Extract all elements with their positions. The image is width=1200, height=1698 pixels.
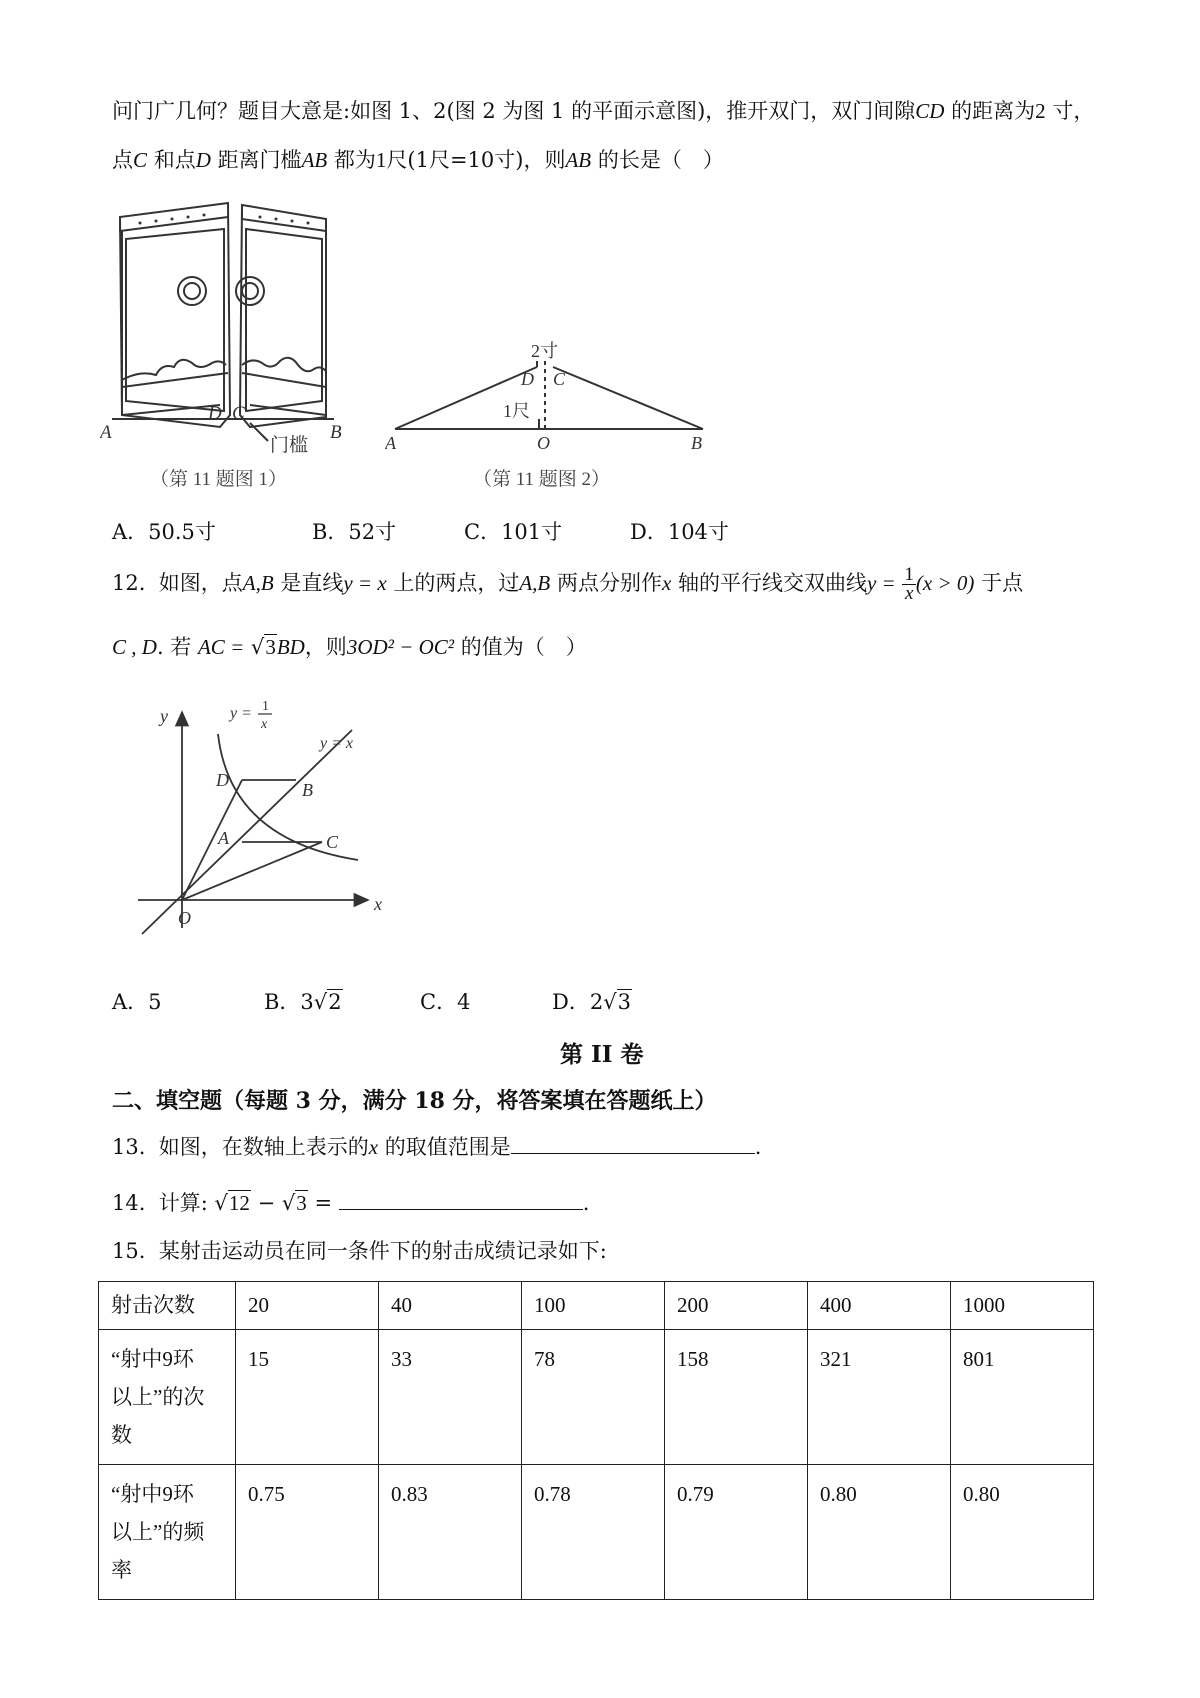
q12-fraction: $\frac{1}{x}$ (904, 564, 914, 604)
table-cell: 78 (522, 1330, 665, 1465)
fig2-label-d: D (521, 369, 534, 389)
q11-figure-1 (100, 195, 380, 495)
table-row (99, 1465, 1094, 1600)
graph-curve-den: x (261, 717, 268, 732)
fig1-label-a: A (100, 422, 112, 443)
q11-line-1: 问门广几何？题目大意是:如图 1、2(图 2 为图 1 的平面示意图)，推开双门，双门间隙CD 的距离为2 寸， (112, 99, 1095, 123)
fig1-label-d: D (208, 403, 222, 424)
q12-option-b: B．3√2 (264, 990, 342, 1014)
q12-graph (130, 700, 390, 940)
q14: 14. 计算: √12 − √3 = . (112, 1187, 589, 1218)
q11-figure-2 (385, 335, 715, 495)
fig2-label-a: A (385, 433, 396, 453)
fill-in-section-heading: 二、填空题（每题 3 分，满分 18 分，将答案填在答题纸上） (112, 1088, 717, 1114)
q12-line-2: C , D. 若 AC = √3BD，则3OD² − OC² 的值为（ ） (112, 635, 587, 659)
part2-title: 第 II 卷 (560, 1041, 644, 1068)
q13-answer-blank[interactable] (511, 1131, 755, 1154)
q13: 13. 如图，在数轴上表示的x 的取值范围是 . (112, 1131, 761, 1162)
row-header: “射中9环 以上”的频率 (99, 1465, 236, 1600)
table-cell: 321 (808, 1330, 951, 1465)
q11-option-b: B．52寸 (312, 520, 397, 544)
graph-curve-label: y = (230, 705, 252, 722)
graph-label-a: A (218, 828, 229, 848)
graph-line-label: y = x (320, 735, 353, 752)
table-cell: 100 (522, 1282, 665, 1330)
q12-option-c: C．4 (420, 990, 471, 1014)
table-cell: 158 (665, 1330, 808, 1465)
graph-y-axis-label: y (160, 706, 168, 726)
graph-curve-num: 1 (262, 700, 269, 714)
fig1-label-b: B (330, 422, 342, 443)
table-cell: 801 (951, 1330, 1094, 1465)
q12-option-d: D．2√3 (552, 990, 631, 1014)
q14-answer-blank[interactable] (339, 1187, 583, 1210)
fig2-caption: （第 11 题图 2） (473, 469, 611, 490)
table-cell: 1000 (951, 1282, 1094, 1330)
shooting-record-table (98, 1281, 1094, 1600)
table-cell: 33 (379, 1330, 522, 1465)
table-cell: 0.78 (522, 1465, 665, 1600)
table-cell: 0.80 (951, 1465, 1094, 1600)
graph-x-axis-label: x (374, 894, 382, 914)
q12-option-a: A．5 (112, 990, 162, 1014)
fig2-label-o: O (537, 433, 550, 453)
q11-option-a: A．50.5寸 (112, 520, 216, 544)
table-cell: 0.79 (665, 1465, 808, 1600)
table-cell: 15 (236, 1330, 379, 1465)
q12-line-1: 12. 如图，点A,B 是直线y = x 上的两点，过A,B 两点分别作x 轴的平行线交双曲线y = $\frac{1}{x}$ (x > 0) 于点 (112, 564, 1024, 604)
q11-option-c: C．101寸 (464, 520, 563, 544)
q11-cd: CD (915, 99, 945, 123)
fig1-label-c: C (232, 403, 245, 424)
row-header: 射击次数 (99, 1282, 236, 1330)
table-row (99, 1282, 1094, 1330)
fig2-label-c: C (553, 369, 566, 389)
table-cell: 200 (665, 1282, 808, 1330)
graph-label-c: C (326, 832, 339, 852)
table-cell: 0.80 (808, 1465, 951, 1600)
graph-label-d: D (216, 770, 229, 790)
fig2-label-1chi: 1尺 (503, 401, 530, 421)
q11-option-d: D．104寸 (630, 520, 729, 544)
q15-prompt: 15. 某射击运动员在同一条件下的射击成绩记录如下: (112, 1239, 607, 1263)
table-row (99, 1330, 1094, 1465)
graph-origin-label: O (178, 908, 191, 928)
fig1-caption: （第 11 题图 1） (150, 469, 288, 490)
q11-line-2: 点C 和点D 距离门槛AB 都为1尺(1尺=10寸)，则AB 的长是（ ） (112, 148, 724, 172)
fig2-label-b: B (691, 433, 702, 453)
table-cell: 20 (236, 1282, 379, 1330)
row-header: “射中9环 以上”的次数 (99, 1330, 236, 1465)
table-cell: 400 (808, 1282, 951, 1330)
fig1-threshold-label: 门槛 (270, 435, 309, 456)
table-cell: 0.83 (379, 1465, 522, 1600)
graph-label-b: B (302, 780, 313, 800)
table-cell: 0.75 (236, 1465, 379, 1600)
table-cell: 40 (379, 1282, 522, 1330)
fig2-label-2cun: 2寸 (531, 341, 558, 361)
